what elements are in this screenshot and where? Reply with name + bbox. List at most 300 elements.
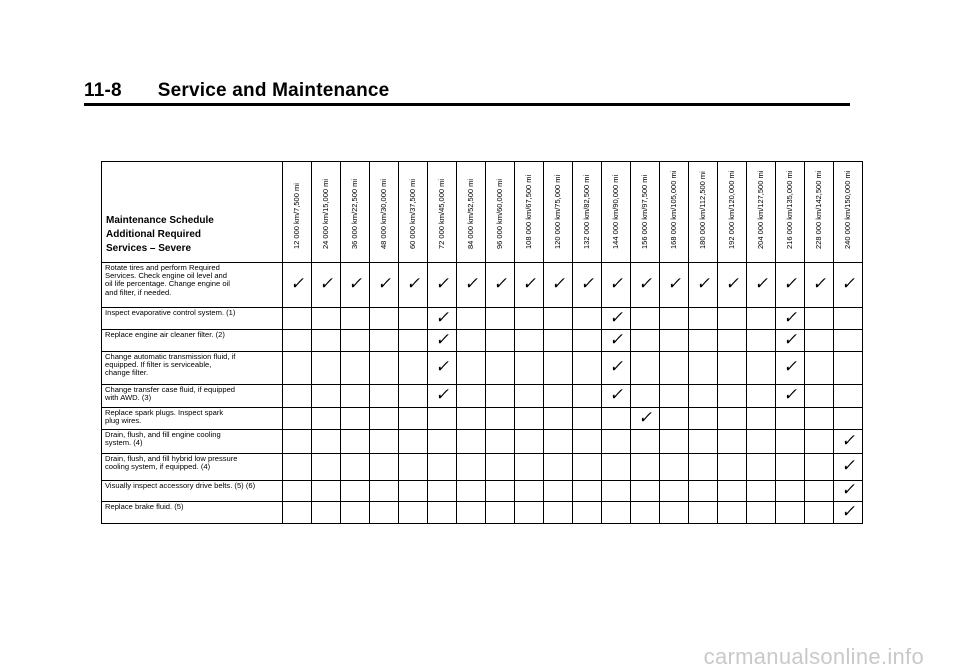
interval-cell [718,481,747,502]
interval-cell [747,263,776,308]
task-description: Drain, flush, and fill engine cooling system. (4) [102,430,283,454]
checkmark-icon: ✓ [522,274,536,294]
interval-cell [370,385,399,408]
interval-cell [457,430,486,454]
checkmark-icon: ✓ [435,274,449,294]
interval-cell [805,308,834,330]
interval-cell [341,263,370,308]
task-description: Change automatic transmission fluid, if equipped. If filter is serviceable, change filter. [102,352,283,385]
interval-cell [544,385,573,408]
interval-cell [573,385,602,408]
task-description: Replace brake fluid. (5) [102,502,283,524]
interval-cell [515,330,544,352]
interval-cell [283,408,312,430]
interval-cell [747,352,776,385]
interval-cell [689,308,718,330]
table-row [102,408,863,430]
interval-cell [544,408,573,430]
interval-header-16 [718,162,747,263]
checkmark-icon: ✓ [435,307,449,328]
interval-label: 144 000 km/90,000 mi [611,174,620,249]
checkmark-icon: ✓ [783,274,797,294]
task-description: Inspect evaporative control system. (1) [102,308,283,330]
task-description: Visually inspect accessory drive belts. (5) (6) [102,481,283,502]
interval-cell [631,408,660,430]
interval-label: 180 000 km/112,500 mi [698,171,707,249]
maintenance-schedule-table [101,161,863,524]
interval-cell [747,430,776,454]
interval-cell [631,454,660,481]
interval-cell [544,430,573,454]
interval-label: 108 000 km/67,500 mi [524,174,533,249]
interval-cell [457,408,486,430]
interval-cell [312,263,341,308]
interval-cell [631,502,660,524]
interval-cell [283,502,312,524]
interval-cell [399,330,428,352]
interval-cell [660,454,689,481]
interval-cell [689,502,718,524]
table-row [102,454,863,481]
task-description: Drain, flush, and fill hybrid low pressure cooling system, if equipped. (4) [102,454,283,481]
interval-cell [457,352,486,385]
interval-label: 240 000 km/150,000 mi [843,170,852,249]
page-number: 11-8 [84,80,122,101]
interval-cell [486,352,515,385]
interval-cell [457,502,486,524]
interval-cell [776,330,805,352]
interval-cell [602,263,631,308]
interval-label: 156 000 km/97,500 mi [640,174,649,249]
interval-cell [486,430,515,454]
interval-cell [718,385,747,408]
interval-cell [747,308,776,330]
interval-label: 204 000 km/127,500 mi [756,170,765,249]
interval-cell [834,263,863,308]
interval-cell [370,454,399,481]
interval-cell [486,263,515,308]
schedule-body [102,263,863,524]
interval-cell [428,385,457,408]
interval-header-15 [689,162,718,263]
interval-cell [834,330,863,352]
interval-cell [776,481,805,502]
checkmark-icon: ✓ [783,385,797,405]
table-row [102,308,863,330]
interval-header-5 [399,162,428,263]
interval-cell [399,308,428,330]
interval-cell [718,263,747,308]
checkmark-icon: ✓ [319,274,333,294]
interval-label: 84 000 km/52,500 mi [466,178,475,249]
interval-label: 12 000 km/7,500 mi [292,183,301,249]
interval-cell [805,330,834,352]
interval-cell [747,408,776,430]
interval-cell [399,408,428,430]
section-title: Service and Maintenance [157,80,390,101]
interval-cell [544,263,573,308]
interval-cell [515,430,544,454]
interval-header-3 [341,162,370,263]
interval-cell [283,330,312,352]
interval-cell [631,308,660,330]
interval-cell [515,454,544,481]
interval-cell [341,352,370,385]
interval-cell [573,430,602,454]
interval-cell [602,430,631,454]
interval-cell [457,263,486,308]
interval-cell [428,263,457,308]
interval-cell [776,263,805,308]
table-row [102,352,863,385]
checkmark-icon: ✓ [609,307,623,328]
interval-cell [718,502,747,524]
interval-cell [805,502,834,524]
task-description: Rotate tires and perform Required Services. Check engine oil level and oil life percentage. Change engine oil and filter, if needed. [102,263,283,308]
interval-cell [399,263,428,308]
interval-cell [631,481,660,502]
interval-cell [428,352,457,385]
checkmark-icon: ✓ [609,274,623,294]
checkmark-icon: ✓ [841,480,855,500]
interval-header-1 [283,162,312,263]
interval-label: 132 000 km/82,500 mi [582,174,591,249]
interval-cell [486,408,515,430]
interval-cell [573,502,602,524]
interval-cell [486,454,515,481]
interval-cell [689,330,718,352]
interval-cell [457,330,486,352]
interval-label: 168 000 km/105,000 mi [669,170,678,249]
interval-cell [370,308,399,330]
interval-cell [834,308,863,330]
interval-cell [689,408,718,430]
interval-cell [544,330,573,352]
checkmark-icon: ✓ [841,501,855,522]
interval-cell [631,430,660,454]
interval-cell [341,430,370,454]
interval-header-11 [573,162,602,263]
interval-cell [312,352,341,385]
interval-cell [428,408,457,430]
interval-cell [399,481,428,502]
interval-cell [602,454,631,481]
interval-cell [602,352,631,385]
interval-cell [428,454,457,481]
table-row [102,481,863,502]
interval-header-row [102,162,863,263]
interval-cell [515,502,544,524]
checkmark-icon: ✓ [464,274,478,294]
interval-cell [747,330,776,352]
checkmark-icon: ✓ [609,385,623,405]
interval-cell [544,502,573,524]
interval-cell [573,481,602,502]
interval-cell [370,481,399,502]
interval-cell [805,263,834,308]
interval-cell [689,263,718,308]
interval-header-19 [805,162,834,263]
interval-label: 216 000 km/135,000 mi [785,170,794,249]
interval-header-8 [486,162,515,263]
interval-cell [283,352,312,385]
interval-cell [660,408,689,430]
interval-cell [805,481,834,502]
interval-cell [660,352,689,385]
interval-cell [515,352,544,385]
interval-cell [747,481,776,502]
interval-cell [834,430,863,454]
checkmark-icon: ✓ [638,407,652,428]
interval-cell [776,408,805,430]
interval-label: 60 000 km/37,500 mi [408,178,417,249]
interval-label: 192 000 km/120,000 mi [727,170,736,249]
interval-cell [805,352,834,385]
interval-cell [718,352,747,385]
interval-label: 96 000 km/60,000 mi [495,178,504,249]
interval-cell [312,454,341,481]
interval-cell [573,330,602,352]
interval-cell [689,481,718,502]
interval-cell [718,330,747,352]
checkmark-icon: ✓ [783,329,797,350]
checkmark-icon: ✓ [696,274,710,294]
interval-cell [776,502,805,524]
checkmark-icon: ✓ [406,274,420,294]
interval-cell [834,502,863,524]
interval-cell [747,454,776,481]
interval-cell [660,430,689,454]
checkmark-icon: ✓ [638,274,652,294]
interval-cell [573,454,602,481]
checkmark-icon: ✓ [290,274,304,294]
interval-cell [689,430,718,454]
interval-label: 24 000 km/15,000 mi [321,178,330,249]
interval-cell [834,352,863,385]
interval-cell [457,308,486,330]
table-row [102,385,863,408]
interval-cell [805,430,834,454]
interval-cell [515,263,544,308]
interval-cell [805,454,834,481]
interval-cell [341,408,370,430]
interval-cell [689,352,718,385]
checkmark-icon: ✓ [435,357,449,377]
interval-cell [370,408,399,430]
interval-cell [631,263,660,308]
checkmark-icon: ✓ [435,385,449,405]
interval-cell [602,330,631,352]
interval-cell [776,430,805,454]
checkmark-icon: ✓ [667,274,681,294]
interval-cell [399,385,428,408]
checkmark-icon: ✓ [435,329,449,350]
interval-cell [573,408,602,430]
interval-cell [486,502,515,524]
interval-cell [399,430,428,454]
interval-cell [602,385,631,408]
interval-cell [312,330,341,352]
interval-cell [776,352,805,385]
interval-label: 120 000 km/75,000 mi [553,174,562,249]
interval-cell [718,454,747,481]
interval-cell [428,502,457,524]
interval-cell [718,430,747,454]
interval-cell [283,385,312,408]
interval-label: 36 000 km/22,500 mi [350,178,359,249]
page-header [84,80,389,102]
checkmark-icon: ✓ [812,274,826,294]
interval-cell [834,481,863,502]
interval-cell [805,408,834,430]
interval-cell [834,385,863,408]
interval-cell [457,481,486,502]
interval-cell [428,430,457,454]
interval-cell [544,454,573,481]
table-title-line-1: Maintenance Schedule [106,215,214,226]
checkmark-icon: ✓ [377,274,391,294]
table-title-line-2: Additional Required [106,229,201,240]
table-title-line-3: Services – Severe [106,243,192,254]
interval-label: 72 000 km/45,000 mi [437,178,446,249]
interval-cell [370,330,399,352]
interval-cell [602,308,631,330]
checkmark-icon: ✓ [348,274,362,294]
interval-cell [341,308,370,330]
interval-cell [776,308,805,330]
interval-header-13 [631,162,660,263]
interval-cell [341,385,370,408]
table-row [102,330,863,352]
interval-cell [486,385,515,408]
checkmark-icon: ✓ [841,274,855,294]
interval-cell [428,481,457,502]
interval-cell [312,308,341,330]
interval-cell [718,408,747,430]
interval-cell [312,481,341,502]
interval-header-18 [776,162,805,263]
interval-cell [602,408,631,430]
interval-cell [399,502,428,524]
interval-header-12 [602,162,631,263]
interval-header-4 [370,162,399,263]
interval-cell [341,481,370,502]
checkmark-icon: ✓ [580,274,594,294]
interval-cell [486,330,515,352]
interval-cell [428,330,457,352]
interval-cell [399,352,428,385]
interval-label: 228 000 km/142,500 mi [814,170,823,249]
table-row [102,263,863,308]
interval-cell [457,385,486,408]
interval-cell [660,330,689,352]
checkmark-icon: ✓ [551,274,565,294]
interval-label: 48 000 km/30,000 mi [379,178,388,249]
interval-cell [312,385,341,408]
interval-header-7 [457,162,486,263]
checkmark-icon: ✓ [754,274,768,294]
task-description: Replace engine air cleaner filter. (2) [102,330,283,352]
interval-cell [689,385,718,408]
interval-header-17 [747,162,776,263]
interval-cell [428,308,457,330]
interval-cell [283,454,312,481]
interval-cell [515,481,544,502]
interval-cell [283,263,312,308]
checkmark-icon: ✓ [783,357,797,377]
interval-cell [283,308,312,330]
checkmark-icon: ✓ [609,357,623,377]
interval-cell [747,385,776,408]
interval-cell [283,481,312,502]
interval-header-9 [515,162,544,263]
interval-cell [602,481,631,502]
interval-cell [573,263,602,308]
interval-cell [312,408,341,430]
interval-cell [747,502,776,524]
interval-cell [544,352,573,385]
table-row [102,502,863,524]
interval-cell [544,308,573,330]
interval-cell [776,454,805,481]
interval-header-2 [312,162,341,263]
interval-cell [660,308,689,330]
interval-cell [515,385,544,408]
interval-cell [370,502,399,524]
interval-cell [370,352,399,385]
interval-cell [312,430,341,454]
interval-cell [660,385,689,408]
interval-cell [341,330,370,352]
interval-cell [283,430,312,454]
interval-cell [312,502,341,524]
interval-cell [457,454,486,481]
checkmark-icon: ✓ [609,329,623,350]
interval-cell [660,263,689,308]
interval-cell [631,385,660,408]
interval-cell [486,308,515,330]
header-rule [84,103,850,106]
checkmark-icon: ✓ [725,274,739,294]
interval-cell [399,454,428,481]
interval-cell [573,352,602,385]
checkmark-icon: ✓ [841,430,855,451]
interval-header-10 [544,162,573,263]
interval-cell [573,308,602,330]
interval-cell [602,502,631,524]
checkmark-icon: ✓ [493,274,507,294]
interval-cell [341,454,370,481]
checkmark-icon: ✓ [841,456,855,476]
interval-cell [515,408,544,430]
interval-cell [631,330,660,352]
interval-header-14 [660,162,689,263]
interval-cell [341,502,370,524]
interval-cell [515,308,544,330]
interval-cell [631,352,660,385]
watermark: carmanualsonline.info [703,644,924,669]
interval-cell [660,502,689,524]
interval-cell [834,408,863,430]
interval-header-6 [428,162,457,263]
interval-cell [370,430,399,454]
table-title [102,162,283,263]
table-row [102,430,863,454]
interval-cell [660,481,689,502]
interval-cell [689,454,718,481]
interval-cell [805,385,834,408]
interval-cell [718,308,747,330]
